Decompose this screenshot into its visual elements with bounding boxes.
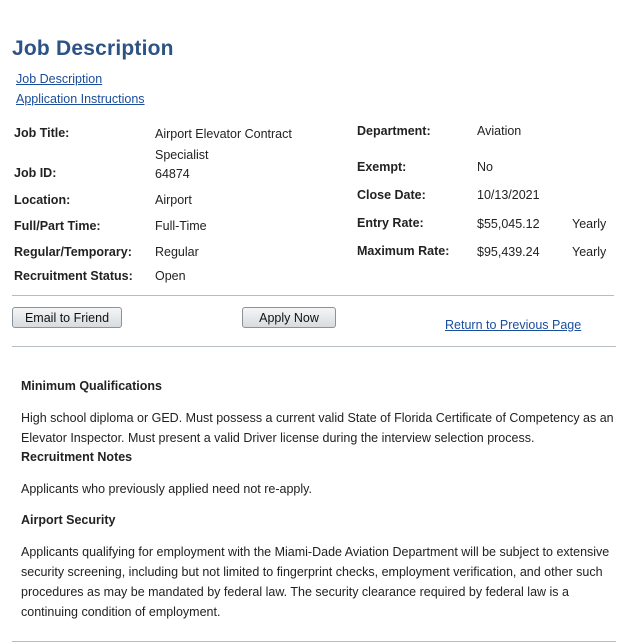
exempt-value: No [477,160,493,174]
airport-security-heading: Airport Security [21,513,116,527]
recruitment-notes-text: Applicants who previously applied need not re-apply. [21,482,312,496]
location-value: Airport [155,193,192,207]
maximum-rate-period: Yearly [572,245,607,259]
regular-temporary-label: Regular/Temporary: [14,245,132,259]
airport-security-text: Applicants qualifying for employment with the Miami-Dade Aviation Department will be subject to extensive security screening, including but not limited to fingerprint checks, employment verification, and other such procedures as may be mandated by federal law. The security clearance required by federal law is a continuing condition of employment. [21,545,610,619]
page-title: Job Description [12,37,174,60]
divider-top [12,295,614,296]
regular-temporary-value: Regular [155,245,199,259]
close-date-label: Close Date: [357,188,426,202]
application-instructions-link[interactable]: Application Instructions [16,92,145,106]
divider-bottom [12,641,616,642]
minimum-qualifications-text: High school diploma or GED. Must possess a current valid State of Florida Certificate of Competency as an Elevator Inspector. Must present a valid Driver license during the interview selection process. [21,411,614,445]
location-label: Location: [14,193,71,207]
job-title-label: Job Title: [14,126,70,140]
maximum-rate-label: Maximum Rate: [357,244,450,258]
job-id-value: 64874 [155,167,190,181]
exempt-label: Exempt: [357,160,407,174]
return-to-previous-page-link[interactable]: Return to Previous Page [445,318,582,332]
job-title-value: Airport Elevator Contract Specialist [155,127,292,162]
full-part-time-value: Full-Time [155,219,207,233]
minimum-qualifications-heading: Minimum Qualifications [21,379,162,393]
recruitment-status-value: Open [155,269,186,283]
entry-rate-period: Yearly [572,217,607,231]
email-to-friend-button[interactable]: Email to Friend [12,307,122,328]
full-part-time-label: Full/Part Time: [14,219,101,233]
maximum-rate-value: $95,439.24 [477,245,540,259]
apply-now-button[interactable]: Apply Now [242,307,336,328]
job-id-label: Job ID: [14,166,57,180]
entry-rate-value: $55,045.12 [477,217,540,231]
department-label: Department: [357,124,431,138]
entry-rate-label: Entry Rate: [357,216,424,230]
job-description-link[interactable]: Job Description [16,72,103,86]
department-value: Aviation [477,124,522,138]
close-date-value: 10/13/2021 [477,188,540,202]
recruitment-status-label: Recruitment Status: [14,269,133,283]
recruitment-notes-heading: Recruitment Notes [21,450,133,464]
divider-middle [12,346,616,347]
